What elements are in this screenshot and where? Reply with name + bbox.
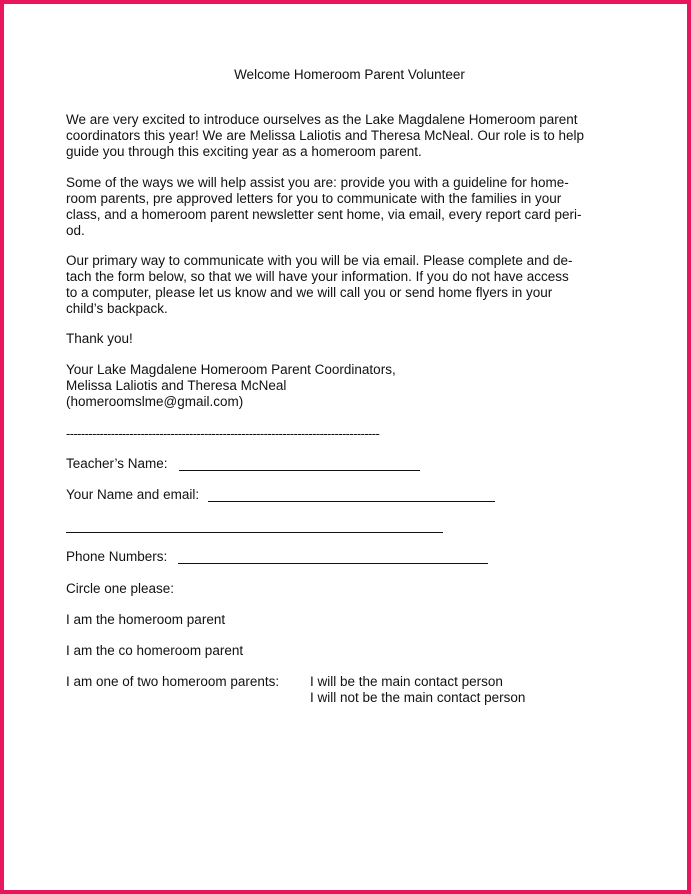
intro-line: coordinators this year! We are Melissa Laliotis and Theresa McNeal. Our role is to help xyxy=(66,128,584,143)
option-homeroom-parent[interactable]: I am the homeroom parent xyxy=(66,612,226,627)
tear-off-line: ------------------------------------------------------------------------------------ xyxy=(66,426,380,441)
contact-line: Our primary way to communicate with you will be via email. Please complete and de- xyxy=(66,253,573,268)
circle-one-prompt: Circle one please: xyxy=(66,581,175,596)
option-two-homeroom-parents: I am one of two homeroom parents: xyxy=(66,674,280,689)
signature-block xyxy=(66,362,626,410)
contact-line: tach the form below, so that we will have your information. If you do not have access xyxy=(66,269,569,284)
teacher-name-blank[interactable] xyxy=(179,470,420,471)
phone-numbers-blank[interactable] xyxy=(178,563,488,564)
name-email-extra-blank[interactable] xyxy=(66,532,443,533)
contact-line: child’s backpack. xyxy=(66,301,168,316)
signature-line: Your Lake Magdalene Homeroom Parent Coordinators, xyxy=(66,362,396,377)
ways-line: od. xyxy=(66,223,85,238)
contact-line: to a computer, please let us know and we will call you or send home flyers in your xyxy=(66,285,553,300)
phone-numbers-label: Phone Numbers: xyxy=(66,549,168,564)
ways-line: class, and a homeroom parent newsletter sent home, via email, every report card peri- xyxy=(66,207,582,222)
intro-line: guide you through this exciting year as a homeroom parent. xyxy=(66,144,422,159)
option-co-homeroom-parent[interactable]: I am the co homeroom parent xyxy=(66,643,244,658)
name-email-blank[interactable] xyxy=(208,501,495,502)
ways-line: Some of the ways we will help assist you are: provide you with a guideline for home- xyxy=(66,175,569,190)
contact-paragraph xyxy=(66,253,626,317)
ways-line: room parents, pre approved letters for you to communicate with the families in your xyxy=(66,191,562,206)
ways-paragraph xyxy=(66,175,626,239)
sub-option-not-main-contact[interactable]: I will not be the main contact person xyxy=(310,690,526,705)
sub-option-main-contact[interactable]: I will be the main contact person xyxy=(310,674,503,689)
thank-you-text: Thank you! xyxy=(66,331,133,346)
name-email-label: Your Name and email: xyxy=(66,487,200,502)
intro-line: We are very excited to introduce ourselves as the Lake Magdalene Homeroom parent xyxy=(66,112,578,127)
signature-line: (homeroomslme@gmail.com) xyxy=(66,394,244,409)
thank-you-line xyxy=(66,331,626,347)
intro-paragraph xyxy=(66,112,626,160)
teacher-name-label: Teacher’s Name: xyxy=(66,456,168,471)
signature-line: Melissa Laliotis and Theresa McNeal xyxy=(66,378,287,393)
letter-title: Welcome Homeroom Parent Volunteer xyxy=(234,67,465,82)
